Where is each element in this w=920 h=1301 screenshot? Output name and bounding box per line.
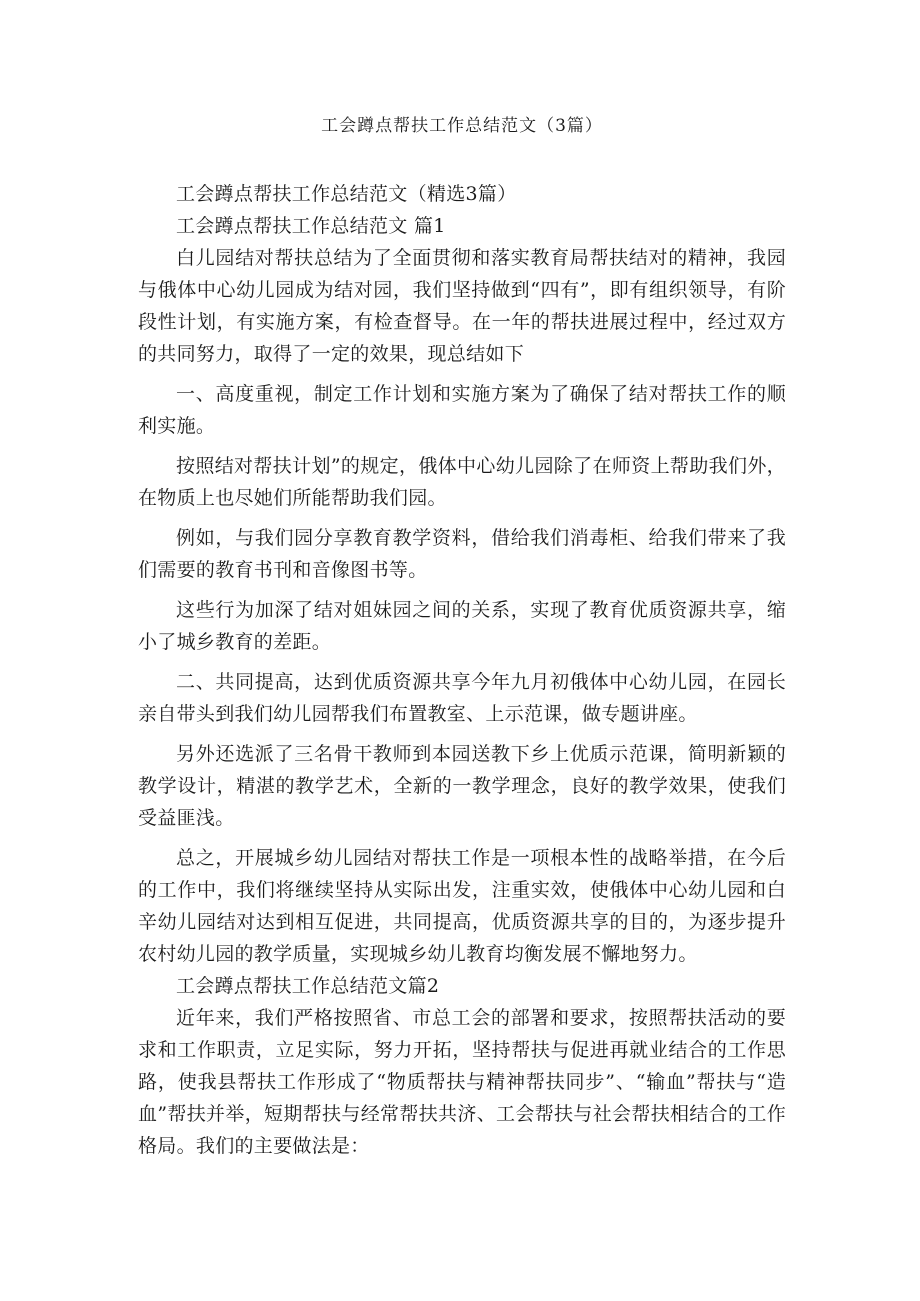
paragraph-body: 另外还选派了三名骨干教师到本园送教下乡上优质示范课，简明新颖的教学设计，精湛的教学艺术，全新的一教学理念，良好的教学效果，使我们受益匪浅。 bbox=[138, 743, 786, 829]
paragraph-subtitle: 工会蹲点帮扶工作总结范文（精选3篇） bbox=[176, 183, 517, 205]
document-title: 工会蹲点帮扶工作总结范文（3篇） bbox=[321, 116, 603, 136]
paragraph-body: 近年来，我们严格按照省、市总工会的部署和要求，按照帮扶活动的要求和工作职责，立足实际，努力开拓，坚持帮扶与促进再就业结合的工作思路，使我县帮扶工作形成了“物质帮扶与精神帮扶同步”、“输血”帮扶与“造血”帮扶并举，短期帮扶与经常帮扶共济、工会帮扶与社会帮扶相结合的工作格局。我们的主要做法是： bbox=[138, 1007, 786, 1157]
paragraph-body: 按照结对帮扶计划”的规定，俄体中心幼儿园除了在师资上帮助我们外，在物质上也尽她们所能帮助我们园。 bbox=[138, 455, 786, 509]
paragraph-body: 例如，与我们园分享教育教学资料，借给我们消毒柜、给我们带来了我们需要的教育书刊和音像图书等。 bbox=[138, 527, 786, 581]
paragraph-body: 白儿园结对帮扶总结为了全面贯彻和落实教育局帮扶结对的精神，我园与俄体中心幼儿园成为结对园，我们坚持做到“四有”，即有组织领导，有阶段性计划，有实施方案，有检查督导。在一年的帮扶进展过程中，经过双方的共同努力，取得了一定的效果，现总结如下 bbox=[138, 247, 786, 365]
paragraph-body: 一、高度重视，制定工作计划和实施方案为了确保了结对帮扶工作的顺利实施。 bbox=[138, 383, 786, 437]
paragraph-body: 总之，开展城乡幼儿园结对帮扶工作是一项根本性的战略举措，在今后的工作中，我们将继续坚持从实际出发，注重实效，使俄体中心幼儿园和白辛幼儿园结对达到相互促进，共同提高，优质资源共享的目的，为逐步提升农村幼儿园的教学质量，实现城乡幼儿教育均衡发展不懈地努力。 bbox=[138, 847, 786, 965]
paragraph-body: 二、共同提高，达到优质资源共享今年九月初俄体中心幼儿园，在园长亲自带头到我们幼儿园帮我们布置教室、上示范课，做专题讲座。 bbox=[138, 671, 786, 725]
paragraph-section-heading-2: 工会蹲点帮扶工作总结范文篇2 bbox=[176, 975, 440, 997]
paragraph-body: 这些行为加深了结对姐妹园之间的关系，实现了教育优质资源共享，缩小了城乡教育的差距。 bbox=[138, 599, 786, 653]
paragraph-section-heading-1: 工会蹲点帮扶工作总结范文 篇1 bbox=[176, 215, 446, 237]
document-page bbox=[138, 112, 786, 1162]
